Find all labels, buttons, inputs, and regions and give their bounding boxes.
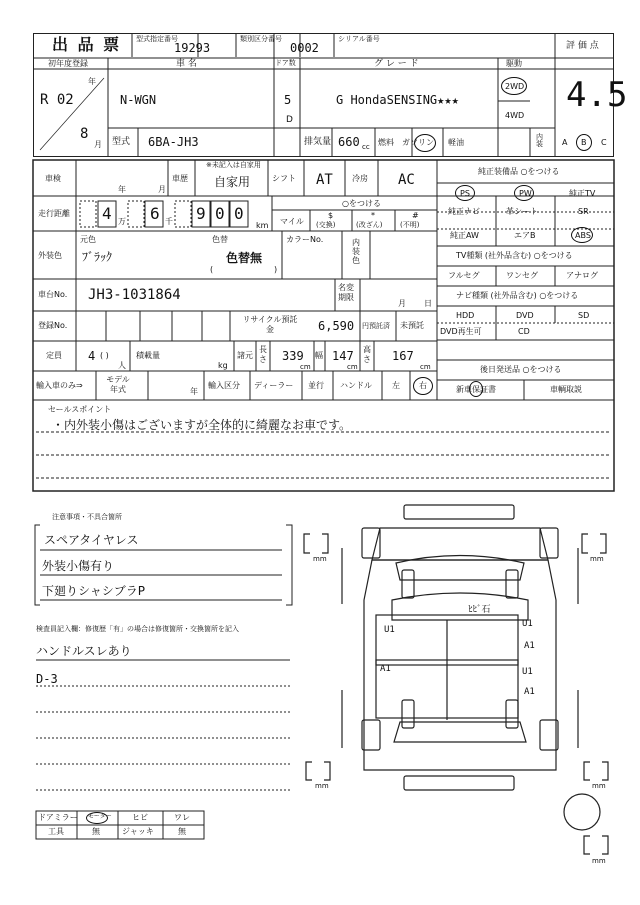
fuel-label: 燃料 <box>378 138 394 147</box>
car-name-label: 車 名 <box>176 59 197 69</box>
opt-dvd: DVD <box>516 311 534 320</box>
history-note: ※未記入は自家用 <box>206 161 261 169</box>
note-item-1: スペアタイヤレス <box>44 533 139 547</box>
mirror-label: ドアミラー <box>38 813 78 822</box>
opt-fullseg: フルセグ <box>448 271 480 280</box>
mm-unit-spare: mm <box>592 857 606 865</box>
score-value: 4.5 <box>566 75 628 115</box>
recycle-no: 未預託 <box>400 321 424 330</box>
tools-value: 無 <box>92 827 100 836</box>
color-orig: ﾌﾞﾗｯｸ <box>82 250 113 264</box>
color-paren-close: ) <box>274 265 278 274</box>
opt-oneseg: ワンセグ <box>506 271 538 280</box>
inspector-item-2: D-3 <box>36 672 58 686</box>
history-label: 車歴 <box>172 174 188 183</box>
drive-4wd: 4WD <box>505 111 525 120</box>
first-reg-label: 初年度登録 <box>48 59 88 68</box>
first-reg-month: 8 <box>80 126 89 142</box>
class-no-label: 類別区分番号 <box>240 35 282 43</box>
mileage-digit-1: 4 <box>102 204 112 223</box>
model-year-unit: 年 <box>190 387 198 396</box>
inspector-label: 検査員記入欄：修復歴「有」の場合は修復箇所・交換箇所を記入 <box>36 625 239 633</box>
opt-sr: SR <box>578 207 589 216</box>
drive-2wd: 2WD <box>505 82 525 91</box>
note-item-3: 下廻りシャシブラP <box>42 584 145 598</box>
tv-type-title: TV種類 (社外品含む) ○をつける <box>456 251 573 260</box>
opt-tv: 純正TV <box>569 189 596 198</box>
car-name: N-WGN <box>120 93 157 107</box>
class-no: 0002 <box>290 41 319 55</box>
color-label: 外装色 <box>38 251 62 260</box>
doors-value: 5 <box>284 93 292 107</box>
opt-sd: SD <box>578 311 590 320</box>
color-paren-open: ( <box>210 265 214 274</box>
doors-label: ドア数 <box>275 59 296 67</box>
month-unit: 月 <box>94 140 102 149</box>
shift-label: シフト <box>272 174 296 183</box>
crack-label: ヒビ <box>132 813 148 822</box>
mileage-unit-1: 万 <box>118 217 126 226</box>
recycle-value: 6,590 <box>318 319 355 333</box>
color-change-label: 色替 <box>212 235 228 244</box>
disp-label: 排気量 <box>304 137 332 147</box>
ac-value: AC <box>398 172 415 188</box>
later-title: 後日発送品 ○をつける <box>480 365 562 374</box>
mileage-digit-4: 0 <box>215 204 225 223</box>
type-value: 6BA-JH3 <box>148 135 199 149</box>
opt-leather: 革シート <box>506 207 538 216</box>
opt-pw-circle <box>514 185 534 201</box>
rr-door-note-2: A1 <box>524 687 535 697</box>
note-item-2: 外装小傷有り <box>42 559 115 573</box>
opt-manual: 車輌取説 <box>550 385 582 394</box>
len-cm: cm <box>300 363 311 371</box>
chassis-label: 車台No. <box>38 290 68 299</box>
int-color-label: 内装色 <box>352 238 360 266</box>
name-change-day: 日 <box>424 299 432 308</box>
interior-label: 内装 <box>536 133 543 148</box>
km-unit: km <box>256 221 269 230</box>
handle-label: ハンドル <box>340 381 372 390</box>
capacity-paren: ( ) <box>100 351 109 360</box>
name-change-month: 月 <box>398 299 406 308</box>
dealer-label: ディーラー <box>254 381 294 390</box>
mark-dollar: $ <box>328 211 334 220</box>
width-label: 幅 <box>315 351 323 360</box>
len-label: 長さ <box>259 345 267 364</box>
opt-warranty: 新車保証書 <box>456 385 496 394</box>
disp-unit: cc <box>362 143 370 151</box>
first-reg-era: R 02 <box>40 92 74 108</box>
name-change-label: 名変期限 <box>338 283 354 302</box>
mileage-unit-2: 千 <box>165 217 173 226</box>
height-cm: cm <box>420 363 431 371</box>
tools-label: 工具 <box>48 827 64 836</box>
import-label: 輸入車のみ⇒ <box>36 381 83 390</box>
load-label: 積載量 <box>136 351 160 360</box>
rr-door-note: U1 <box>522 667 533 677</box>
mileage-digit-5: 0 <box>234 204 244 223</box>
mark-dollar-sub: (交換) <box>316 221 336 229</box>
fuel-value: ガソリン <box>402 138 434 147</box>
color-no-label: カラーNo. <box>286 235 324 244</box>
handle-left: 左 <box>392 381 400 390</box>
opt-ps: PS <box>460 189 470 198</box>
interior-b: B <box>581 138 587 147</box>
notes-label: 注意事項・不具合箇所 <box>52 513 122 521</box>
mark-hash: # <box>412 211 419 220</box>
fuel-circle <box>414 134 436 152</box>
handle-right-circle <box>413 377 433 395</box>
mark-note: ○をつける <box>342 199 381 208</box>
disp-value: 660 <box>338 135 360 149</box>
fr-door-note: U1 <box>522 619 533 629</box>
opt-analog: アナログ <box>566 271 598 280</box>
diesel-label: 軽油 <box>448 138 464 147</box>
mark-hash-sub: (不明) <box>400 221 420 229</box>
break-label: ワレ <box>174 813 190 822</box>
model-year-label: モデル年式 <box>106 375 130 394</box>
fr-door-note-2: A1 <box>524 641 535 651</box>
grade-label: グ レ ー ド <box>374 59 419 69</box>
opt-dvd-play: DVD再生可 <box>440 327 482 336</box>
history-value: 自家用 <box>214 175 251 189</box>
mm-unit-fr: mm <box>590 555 604 563</box>
width-value: 147 <box>332 349 354 363</box>
sales-text: ・内外装小傷はございますが全体的に綺麗なお車です。 <box>52 418 352 432</box>
opt-warranty-circle <box>469 381 483 397</box>
recycle-label: リサイクル預託金 <box>242 315 298 334</box>
capacity-value: 4 <box>88 349 96 363</box>
grade-value: G HondaSENSING★★★ <box>336 93 459 107</box>
handle-right: 右 <box>419 381 427 390</box>
chassis-value: JH3-1031864 <box>88 287 181 303</box>
import-class-label: 輸入区分 <box>208 381 240 390</box>
windshield-note: ﾋﾋﾞ石 <box>468 605 491 615</box>
opt-abs: ABS <box>575 231 591 240</box>
motor-circle <box>86 812 108 824</box>
model-no: 19293 <box>174 41 211 55</box>
mileage-digit-3: 9 <box>196 204 206 223</box>
options-title: 純正装備品 ○をつける <box>478 167 560 176</box>
type-label: 型式 <box>112 137 131 147</box>
model-no-label: 型式指定番号 <box>136 35 178 43</box>
recycle-unit: 円預託済 <box>362 322 390 330</box>
opt-aw: 純正AW <box>450 231 479 240</box>
mm-unit-fl: mm <box>313 555 327 563</box>
width-cm: cm <box>347 363 358 371</box>
sales-label: セールスポイント <box>48 405 112 414</box>
reg-label: 登録No. <box>38 321 68 330</box>
shaken-label: 車検 <box>45 174 61 183</box>
color-change: 色替無 <box>226 251 263 265</box>
shaken-month: 月 <box>158 185 166 194</box>
height-label: 高さ <box>363 345 371 364</box>
navi-type-title: ナビ種類 (社外品含む) ○をつける <box>456 291 579 300</box>
drive-2wd-circle <box>501 77 527 95</box>
interior-b-circle <box>576 134 592 151</box>
mileage-digit-2: 6 <box>150 204 160 223</box>
form-title: 出 品 票 <box>52 35 122 54</box>
mm-unit-rr: mm <box>592 782 606 790</box>
capacity-label: 定員 <box>46 351 62 360</box>
score-label: 評 価 点 <box>566 41 599 51</box>
jack-value: 無 <box>178 827 186 836</box>
capacity-unit: 人 <box>118 361 126 370</box>
fl-door-note: U1 <box>384 625 395 635</box>
color-orig-label: 元色 <box>80 235 96 244</box>
mark-star: * <box>371 211 375 220</box>
rl-door-note: A1 <box>380 664 391 674</box>
opt-ps-circle <box>455 185 475 201</box>
opt-hdd: HDD <box>456 311 475 320</box>
motor-label: モーター <box>88 813 112 820</box>
load-kg: kg <box>218 361 228 370</box>
year-unit: 年 <box>88 77 96 86</box>
jack-label: ジャッキ <box>122 827 154 836</box>
mark-star-sub: (改ざん) <box>356 221 383 229</box>
dims-label: 諸元 <box>237 351 253 360</box>
opt-airbag: エアB <box>514 231 536 240</box>
opt-pw: PW <box>519 189 532 198</box>
inspector-item-1: ハンドルスレあり <box>36 644 132 658</box>
parallel-label: 並行 <box>308 381 324 390</box>
drive-label: 駆動 <box>506 59 522 68</box>
len-value: 339 <box>282 349 304 363</box>
interior-c: C <box>601 138 607 147</box>
mile-label: マイル <box>280 217 304 226</box>
shift-value: AT <box>316 172 333 188</box>
opt-cd: CD <box>518 327 530 336</box>
doors-sub: D <box>286 115 293 125</box>
opt-navi: 純正ナビ <box>448 207 480 216</box>
opt-abs-circle <box>571 227 593 243</box>
shaken-year: 年 <box>118 185 126 194</box>
height-value: 167 <box>392 349 414 363</box>
interior-a: A <box>562 138 568 147</box>
mileage-label: 走行距離 <box>38 209 70 218</box>
serial-label: シリアル番号 <box>338 35 380 43</box>
mm-unit-rl: mm <box>315 782 329 790</box>
ac-label: 冷房 <box>352 174 368 183</box>
